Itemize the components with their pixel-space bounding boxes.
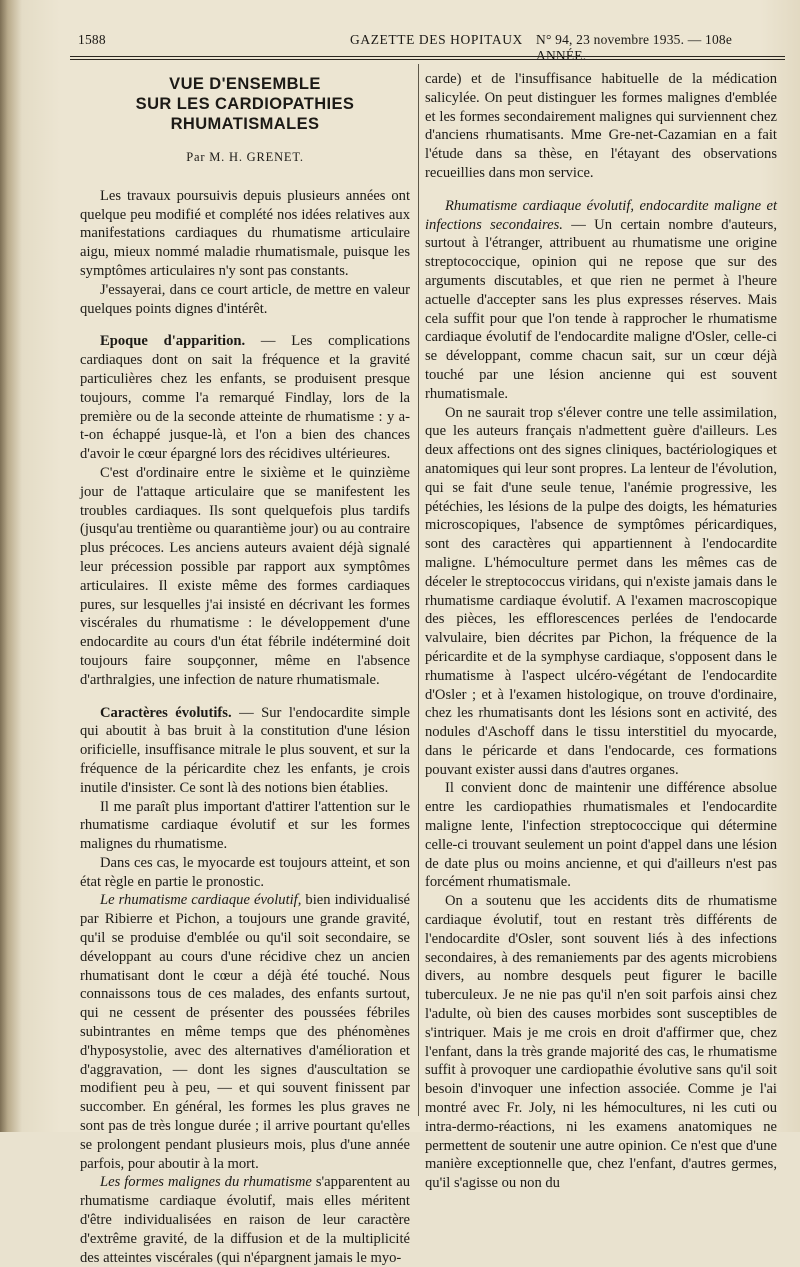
paragraph: Dans ces cas, le myocarde est toujours atteint, et son état règle en partie le pronostic. (80, 854, 410, 890)
section-text: — Sur l'endocardite simple qui aboutit à bas bruit à la constitution d'une lésion orificielle, insuffisance mitrale le plus souvent, et sur la fréquence de la péricardite chez les enfants, je crois inutile d'insister. Ce sont là des notions bien établies. (80, 704, 410, 796)
paragraph: J'essayerai, dans ce court article, de mettre en valeur quelques points dignes d'intérêt. (80, 281, 410, 317)
paragraph: On a soutenu que les accidents dits de rhumatisme cardiaque évolutif, tout en restant très différents de l'endocardite d'Osler, sont souvent liés à des infections secondaires, à des remaniements par des agents microbiens divers, au nombre desquels peut figurer le bacille tuberculeux. Je ne nie pas qu'il n'en soit parfois ainsi chez l'adulte, où bien des causes morbides sont susceptibles de s'intriquer. Mais je me crois en droit d'affirmer que, chez l'enfant, dans la très grande majorité des cas, le rhumatisme suffit à provoquer une cardiopathie évolutive sans qu'il soit besoin d'invoquer une infection associée. Comme je l'ai montré avec Fr. Joly, ni les hémocultures, ni les cuti ou intra-dermo-réactions, ni les examens anatomiques ne permettent de soutenir une autre opinion. Ce n'est que d'une manière exceptionnelle que, chez l'enfant, d'autres germes, qu'il s'agisse ou non du (425, 893, 777, 1192)
italic-heading: Rhumatisme cardiaque évolutif, endocardite maligne et infections secondaires. (425, 197, 777, 233)
section-heading: Caractères évolutifs. (100, 704, 232, 721)
right-column (425, 70, 777, 1193)
page-number: 1588 (78, 32, 106, 47)
paragraph: Il convient donc de maintenir une différence absolue entre les cardiopathies rhumatismales et l'endocardite maligne lente, l'infection streptococcique qui détermine celle-ci trouvant seulement un point d'appel dans une lésion de date plus ou moins ancienne, et qui d'ailleurs n'est pas forcément rhumatismale. (425, 780, 777, 891)
paragraph: C'est d'ordinaire entre le sixième et le quinzième jour de l'attaque articulaire que se manifestent les troubles cardiaques. Ils sont quelquefois plus tardifs (jusqu'au trentième ou quarantième jour) ou au contraire plus précoces. Les anciens auteurs avaient déjà signalé leur précession possible par rapport aux symptômes articulaires. Il existe même des formes cardiaques pures, sur lesquelles j'ai insisté en décrivant les formes viscérales du rhumatisme : le développement d'une endocardite au cours d'un état fébrile indéterminé doit toujours faire soupçonner, même en l'absence d'arthralgies, une infection de nature rhumatismale. (80, 464, 410, 688)
column-divider (418, 64, 419, 1116)
issue-info: N° 94, 23 novembre 1935. — 108e ANNÉE. (536, 32, 733, 63)
section-rhumatisme-evolutif (425, 197, 777, 404)
paragraph-continued: carde) et de l'insuffisance habituelle de la médication salicylée. On peut distinguer les formes malignes d'emblée et les formes secondairement malignes qui surviennent chez d'anciens rhumatisants. Mme Gre-net-Cazamian en a fait l'étude dans sa thèse, en l'étayant des observations recueillies dans mon service. (425, 71, 777, 181)
author-byline: Par M. H. GRENET. (186, 150, 304, 164)
title-line-2: SUR LES CARDIOPATHIES RHUMATISMALES (135, 95, 355, 133)
section-caracteres (80, 704, 410, 798)
section-epoque (80, 332, 410, 464)
paragraph (80, 891, 410, 1173)
section-text: — Les complications cardiaques dont on sait la fréquence et la gravité particulières chez les enfants, se produisent presque toujours, comme l'a remarqué Findlay, lors de la première ou de la seconde atteinte de rhumatisme : y a-t-on échappé jusque-là, et l'on a bien des chances d'avoir le cœur épargné lors des récidives ultérieures. (80, 333, 410, 463)
paragraph (80, 1173, 410, 1267)
paragraph: Il me paraît plus important d'attirer l'attention sur le rhumatisme cardiaque évolutif et sur les formes malignes du rhumatisme. (80, 798, 410, 853)
paragraph-text: s'apparentent au rhumatisme cardiaque évolutif, mais elles méritent d'être individualisées en raison de leur caractère d'extrême gravité, de la diffusion et de la multiplicité des atteintes viscérales (qui n'épargnent jamais le myo- (80, 1174, 410, 1266)
title-line-1: VUE D'ENSEMBLE (169, 75, 321, 93)
italic-term: Les formes malignes du rhumatisme (100, 1174, 312, 1191)
journal-title: GAZETTE DES HOPITAUX (350, 32, 523, 47)
paragraph: Les travaux poursuivis depuis plusieurs années ont quelque peu modifié et complété nos idées relatives aux manifestations cardiaques du rhumatisme articulaire aigu, mieux nommé maladie rhumatismale, puisque les symptômes articulaires n'y sont pas constants. (80, 187, 410, 279)
running-header (70, 32, 785, 63)
article-title (80, 74, 410, 134)
paragraph: On ne saurait trop s'élever contre une telle assimilation, que les auteurs français n'admettent guère d'ailleurs. Les deux affections ont des signes cliniques, bactériologiques et anatomiques qui leur sont propres. La lenteur de l'évolution, qui se fait d'une seule tenue, l'anémie progressive, les pétéchies, les lésions de la pulpe des doigts, les hématuries microscopiques, l'absence de symptômes péricardiques, sont des caractères qui appartiennent à l'endocardite maligne. L'hémoculture permet dans les mêmes cas de déceler le streptococcus viridans, qui n'existe jamais dans le rhumatisme cardiaque évolutif. A l'examen macroscopique des pièces, les efflorescences perlées de l'endocarde valvulaire, bien décrites par Pichon, la fréquence de la péricardite et de la symphyse cardiaque, s'opposent dans le rhumatisme à l'aspect ulcéro-végétant de l'endocardite d'Osler ; et à l'examen histologique, on trouve d'ordinaire, chez les rhumatisants dont les lésions sont en activité, des nodules d'Aschoff dans le tissu interstitiel du myocarde, dans le péricarde et dans l'endocarde, ces formations pouvant exister aussi dans d'autres organes. (425, 404, 777, 778)
italic-term: Le rhumatisme cardiaque évolutif, (100, 892, 302, 909)
section-heading: Epoque d'apparition. (100, 333, 246, 350)
paragraph-text: — Un certain nombre d'auteurs, surtout à l'étranger, attribuent au rhumatisme une origine streptococcique, opinion qui ne repose que sur des arguments discutables, et que rien ne permet à l'heure actuelle d'accepter sans les plus expresses réserves. Mais cela suffit pour que l'on tende à rapprocher le rhumatisme cardiaque évolutif de l'endocardite maligne d'Osler, celle-ci se développant, comme chacun sait, sur un cœur déjà touché par une lésion ancienne qui est souvent rhumatismale. (425, 216, 777, 402)
paragraph-text: bien individualisé par Ribierre et Pichon, a toujours une grande gravité, qu'il se produise d'emblée ou qu'il soit secondaire, se développant au cours d'une récidive chez un ancien rhumatisant dont le cœur a déjà été touché. Nous connaissons tous de ces malades, des enfants surtout, qui ne cessent de présenter des poussées fébriles subintrantes en même temps que des phénomènes d'hyposystolie, avec des alternatives d'amélioration et d'aggravation, — dont les signes d'auscultation se modifient peu à peu, — et qui souvent finissent par succomber. En général, les formes les plus graves ne sont pas de très longue durée ; il arrive pourtant qu'elles se prolongent pendant plusieurs mois, plus d'une année parfois, pour aboutir à la mort. (80, 892, 410, 1172)
header-rule (70, 56, 785, 57)
left-column (80, 68, 410, 1267)
header-rule-thin (70, 59, 785, 60)
